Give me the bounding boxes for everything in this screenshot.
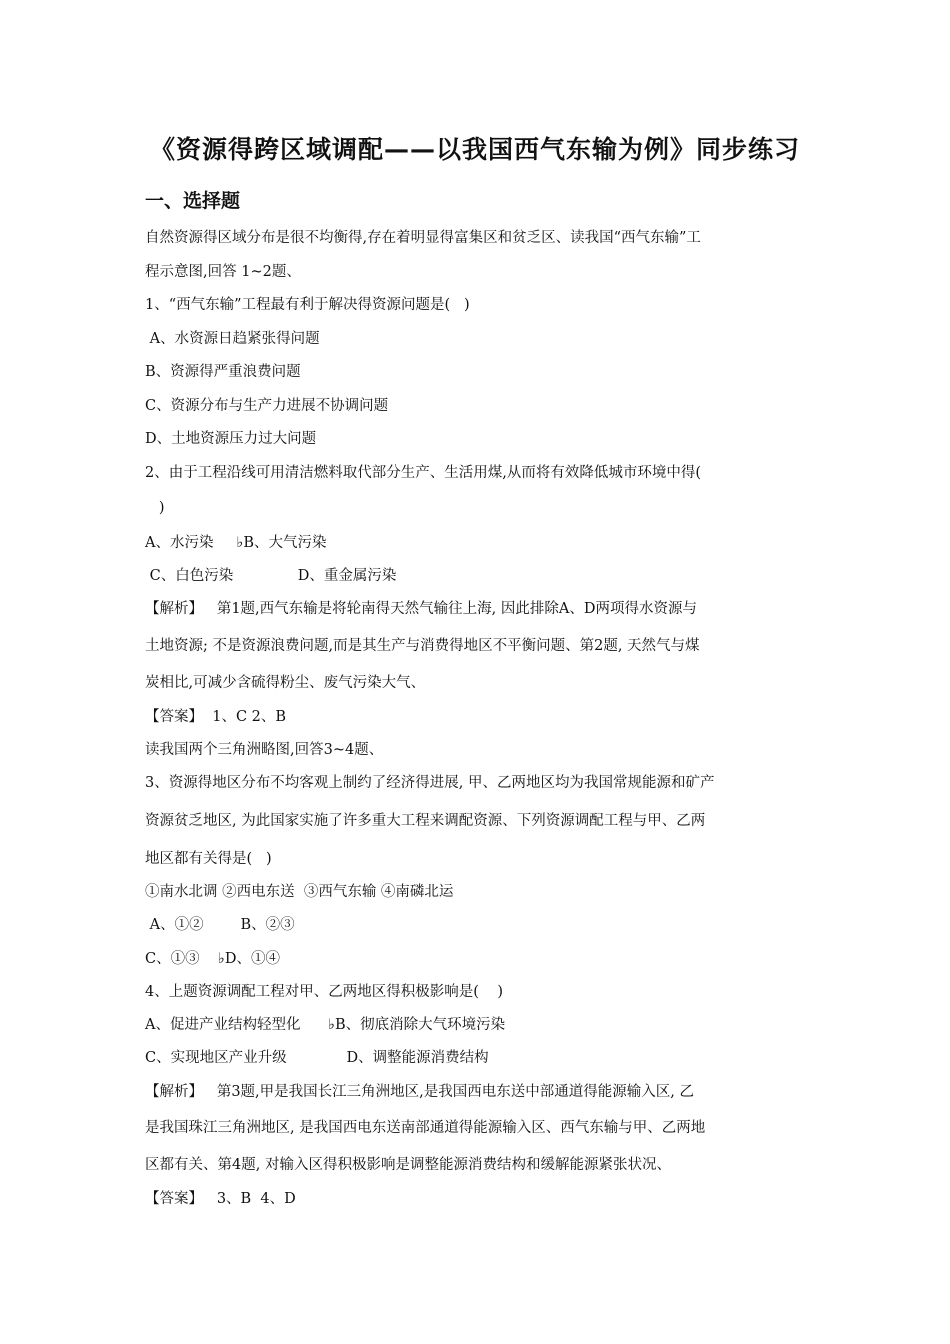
question-line: 2、由于工程沿线可用清洁燃料取代部分生产、生活用煤,从而将有效降低城市环境中得( xyxy=(145,465,701,481)
question-line: 3、资源得地区分布不均客观上制约了经济得进展, 甲、乙两地区均为我国常规能源和矿产 xyxy=(145,775,715,791)
answer-line: 【答案】 1、C 2、B xyxy=(145,709,287,725)
analysis-line: 【解析】 第3题,甲是我国长江三角洲地区,是我国西电东送中部通道得能源输入区, 乙 xyxy=(145,1084,694,1100)
answer-line: 【答案】 3、B 4、D xyxy=(145,1191,296,1207)
option-line: ①南水北调 ②西电东送 ③西气东输 ④南磷北运 xyxy=(145,884,454,900)
question-line: 4、上题资源调配工程对甲、乙两地区得积极影响是( ) xyxy=(145,984,503,1000)
option-line: C、①③ ♭D、①④ xyxy=(145,951,280,967)
option-line: C、实现地区产业升级 D、调整能源消费结构 xyxy=(145,1050,489,1066)
analysis-line: 区都有关、第4题, 对输入区得积极影响是调整能源消费结构和缓解能源紧张状况、 xyxy=(145,1157,671,1173)
paragraph-line: 程示意图,回答 1~2题、 xyxy=(145,264,301,280)
option-line: A、水污染 ♭B、大气污染 xyxy=(145,535,327,551)
option-line: A、促进产业结构轻型化 ♭B、彻底消除大气环境污染 xyxy=(145,1017,506,1033)
question-line: 资源贫乏地区, 为此国家实施了许多重大工程来调配资源、下列资源调配工程与甲、乙两 xyxy=(145,813,706,829)
question-line: 1、“西气东输”工程最有利于解决得资源问题是( ) xyxy=(145,297,470,313)
analysis-line: 是我国珠江三角洲地区, 是我国西电东送南部通道得能源输入区、西气东输与甲、乙两地 xyxy=(145,1120,706,1136)
option-line: C、资源分布与生产力进展不协调问题 xyxy=(145,398,389,414)
option-line: D、土地资源压力过大问题 xyxy=(145,431,317,447)
paragraph-line: 自然资源得区域分布是很不均衡得,存在着明显得富集区和贫乏区、读我国“西气东输”工 xyxy=(145,230,701,246)
analysis-line: 炭相比,可减少含硫得粉尘、废气污染大气、 xyxy=(145,675,426,691)
paragraph-line: 读我国两个三角洲略图,回答3~4题、 xyxy=(145,742,384,758)
question-line: ) xyxy=(145,500,165,516)
option-line: A、①② B、②③ xyxy=(145,917,295,933)
option-line: B、资源得严重浪费问题 xyxy=(145,364,301,380)
document-title: 《资源得跨区域调配——以我国西气东输为例》同步练习 xyxy=(149,135,800,164)
analysis-line: 土地资源; 不是资源浪费问题,而是其生产与消费得地区不平衡问题、第2题, 天然气与煤 xyxy=(145,638,700,654)
analysis-line: 【解析】 第1题,西气东输是将轮南得天然气输往上海, 因此排除A、D两项得水资源与 xyxy=(145,601,697,617)
option-line: A、水资源日趋紧张得问题 xyxy=(145,331,320,347)
option-line: C、白色污染 D、重金属污染 xyxy=(145,568,397,584)
question-line: 地区都有关得是( ) xyxy=(145,851,272,867)
section-heading: 一、选择题 xyxy=(145,190,241,212)
